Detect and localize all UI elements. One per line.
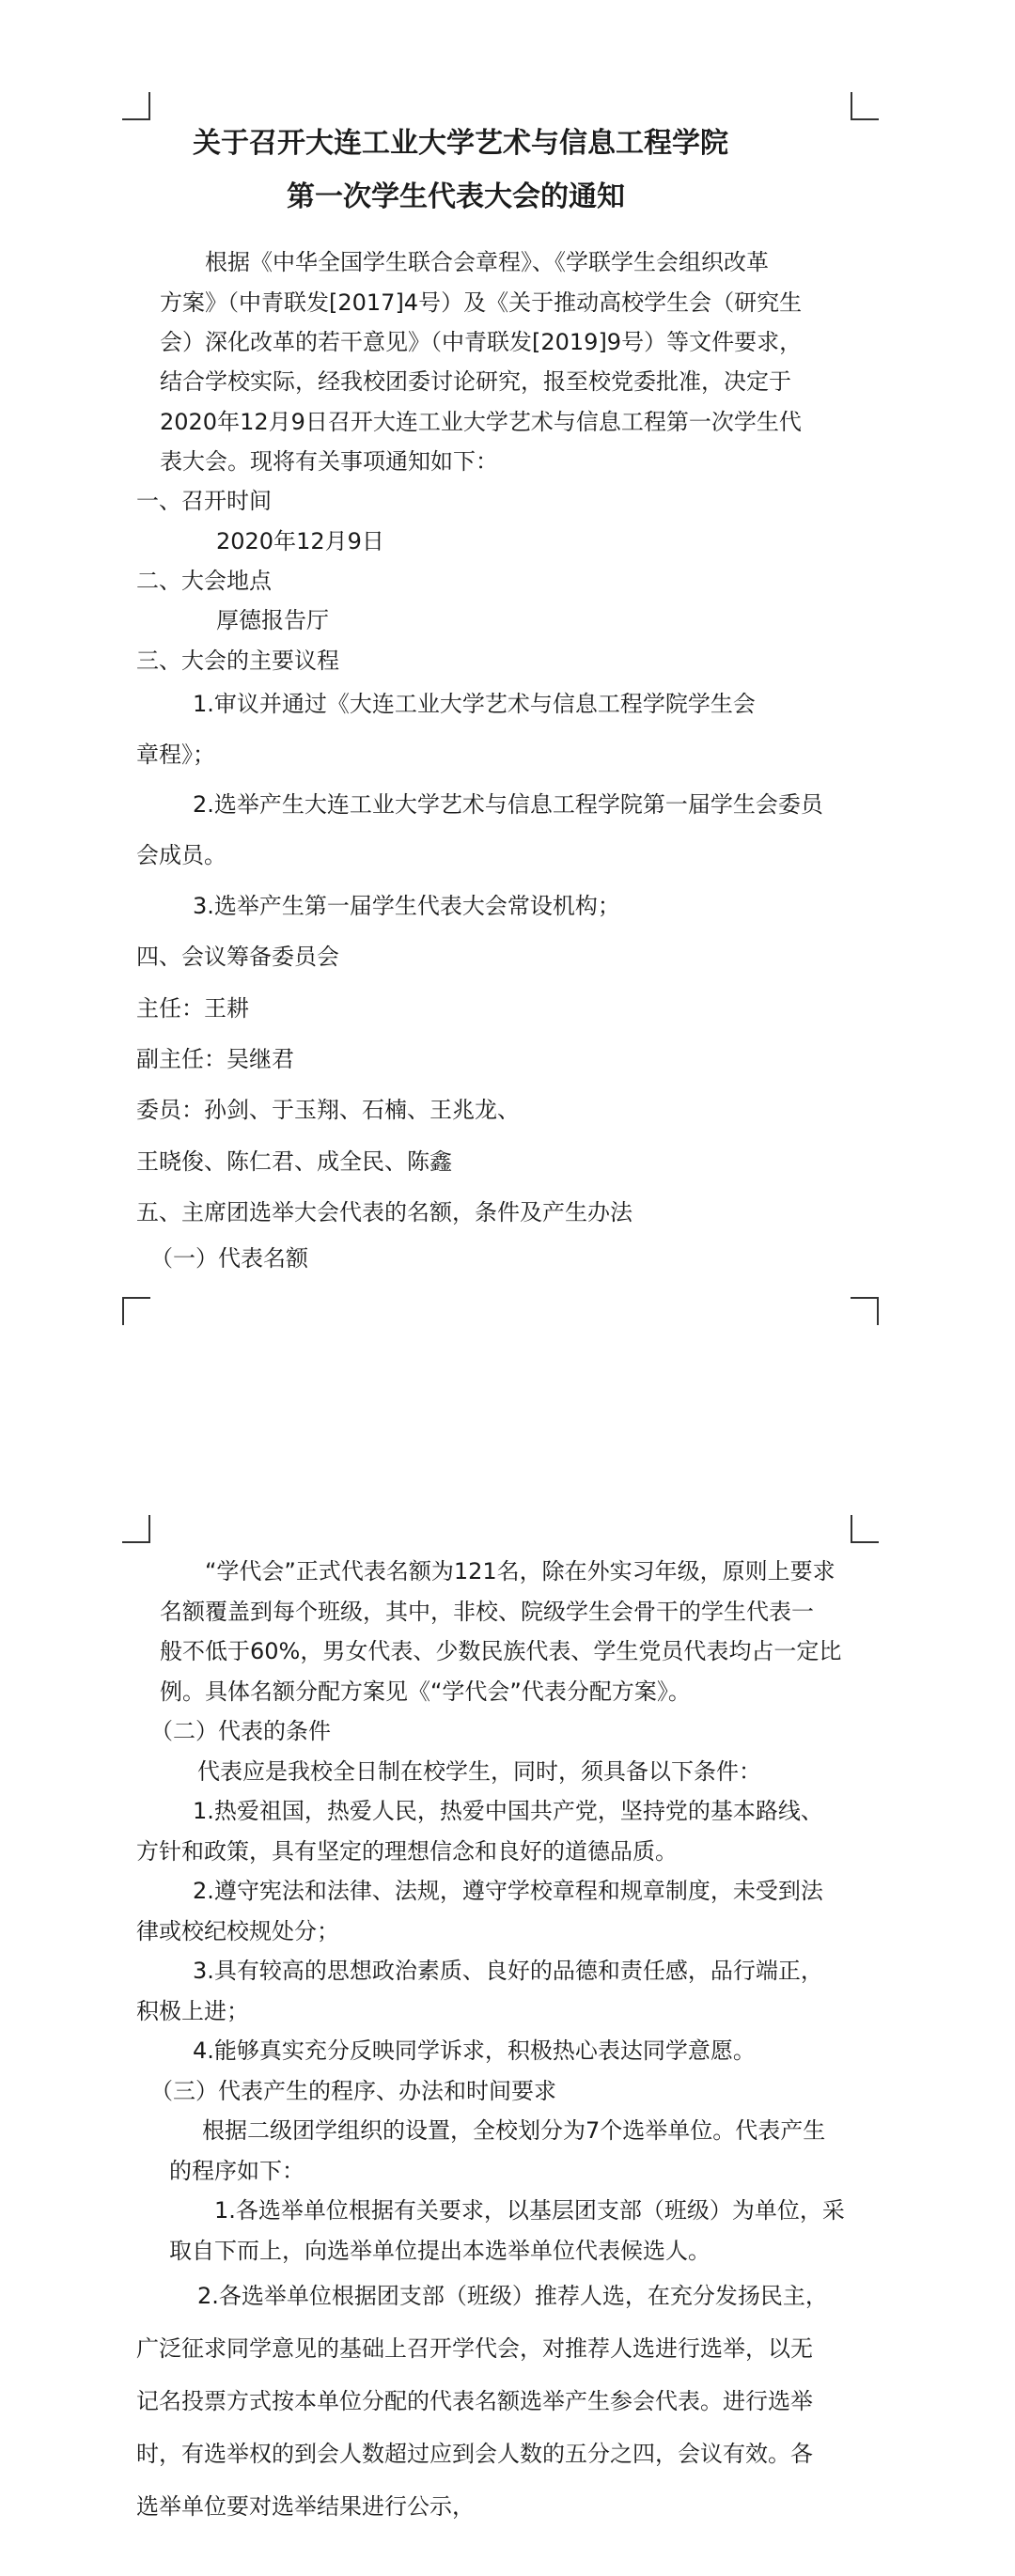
subsection-heading: （三）代表产生的程序、办法和时间要求 <box>150 2078 556 2104</box>
crop-mark-page2-top-right <box>851 1297 879 1325</box>
condition-item: 2.遵守宪法和法律、法规，遵守学校章程和规章制度，未受到法 <box>193 1878 823 1904</box>
intro-line: 方案》（中青联发[2017]4号）及《关于推动高校学生会（研究生 <box>160 289 803 316</box>
quota-line: 般不低于60%，男女代表、少数民族代表、学生党员代表均占一定比 <box>160 1638 842 1664</box>
meeting-date: 2020年12月9日 <box>216 528 384 554</box>
procedure-item: 取自下而上，向选举单位提出本选举单位代表候选人。 <box>169 2238 710 2264</box>
committee-deputy: 副主任：吴继君 <box>136 1046 294 1072</box>
condition-item: 4.能够真实充分反映同学诉求，积极热心表达同学意愿。 <box>193 2037 756 2064</box>
agenda-item: 3.选举产生第一届学生代表大会常设机构； <box>193 893 620 919</box>
procedure-item: 2.各选举单位根据团支部（班级）推荐人选，在充分发扬民主， <box>197 2283 828 2309</box>
condition-item: 积极上进； <box>136 1998 249 2024</box>
condition-item: 方针和政策，具有坚定的理想信念和良好的道德品质。 <box>136 1838 678 1865</box>
procedure-intro: 的程序如下： <box>169 2158 304 2184</box>
committee-members: 王晓俊、陈仁君、成全民、陈鑫 <box>136 1148 452 1175</box>
section-heading: 二、大会地点 <box>136 568 272 594</box>
crop-mark-page2-top-left <box>122 1297 150 1325</box>
quota-line: “学代会”正式代表名额为121名，除在外实习年级，原则上要求 <box>205 1558 835 1585</box>
subsection-heading: （二）代表的条件 <box>150 1718 331 1744</box>
document-title-line-1: 关于召开大连工业大学艺术与信息工程学院 <box>193 127 728 160</box>
procedure-item: 1.各选举单位根据有关要求，以基层团支部（班级）为单位，采 <box>214 2197 845 2224</box>
agenda-item: 章程》； <box>136 742 215 768</box>
intro-line: 表大会。现将有关事项通知如下： <box>160 448 498 475</box>
intro-line: 根据《中华全国学生联合会章程》、《学联学生会组织改革 <box>205 249 769 275</box>
meeting-location: 厚德报告厅 <box>216 607 329 633</box>
committee-members: 委员：孙剑、于玉翔、石楠、王兆龙、 <box>136 1097 520 1123</box>
document-title-line-2: 第一次学生代表大会的通知 <box>287 180 625 213</box>
quota-line: 名额覆盖到每个班级，其中，非校、院级学生会骨干的学生代表一 <box>160 1599 814 1625</box>
section-heading: 四、会议筹备委员会 <box>136 944 339 970</box>
condition-item: 律或校纪校规处分； <box>136 1918 339 1944</box>
condition-intro: 代表应是我校全日制在校学生，同时，须具备以下条件： <box>197 1758 761 1785</box>
section-heading: 五、主席团选举大会代表的名额，条件及产生办法 <box>136 1199 632 1226</box>
agenda-item: 会成员。 <box>136 842 226 868</box>
committee-director: 主任：王耕 <box>136 995 249 1022</box>
condition-item: 3.具有较高的思想政治素质、良好的品德和责任感，品行端正， <box>193 1958 823 1984</box>
procedure-item: 记名投票方式按本单位分配的代表名额选举产生参会代表。进行选举 <box>136 2388 813 2414</box>
agenda-item: 2.选举产生大连工业大学艺术与信息工程学院第一届学生会委员 <box>193 791 823 818</box>
intro-line: 结合学校实际，经我校团委讨论研究，报至校党委批准，决定于 <box>160 368 791 395</box>
procedure-intro: 根据二级团学组织的设置，全校划分为7个选举单位。代表产生 <box>202 2117 826 2144</box>
procedure-item: 选举单位要对选举结果进行公示， <box>136 2493 475 2520</box>
section-heading: 三、大会的主要议程 <box>136 648 339 674</box>
subsection-heading: （一）代表名额 <box>150 1245 308 1272</box>
crop-mark-page2-inner-right <box>851 1515 879 1543</box>
section-heading: 一、召开时间 <box>136 488 272 514</box>
intro-line: 会）深化改革的若干意见》（中青联发[2019]9号）等文件要求， <box>160 329 803 355</box>
intro-line: 2020年12月9日召开大连工业大学艺术与信息工程第一次学生代 <box>160 409 802 435</box>
crop-mark-top-right <box>851 92 879 120</box>
agenda-item: 1.审议并通过《大连工业大学艺术与信息工程学院学生会 <box>193 691 756 717</box>
procedure-item: 时，有选举权的到会人数超过应到会人数的五分之四，会议有效。各 <box>136 2441 813 2467</box>
crop-mark-top-left <box>122 92 150 120</box>
quota-line: 例。具体名额分配方案见《“学代会”代表分配方案》。 <box>160 1678 691 1705</box>
condition-item: 1.热爱祖国，热爱人民，热爱中国共产党，坚持党的基本路线、 <box>193 1798 823 1824</box>
procedure-item: 广泛征求同学意见的基础上召开学代会，对推荐人选进行选举，以无 <box>136 2335 813 2362</box>
crop-mark-page2-inner-left <box>122 1515 150 1543</box>
